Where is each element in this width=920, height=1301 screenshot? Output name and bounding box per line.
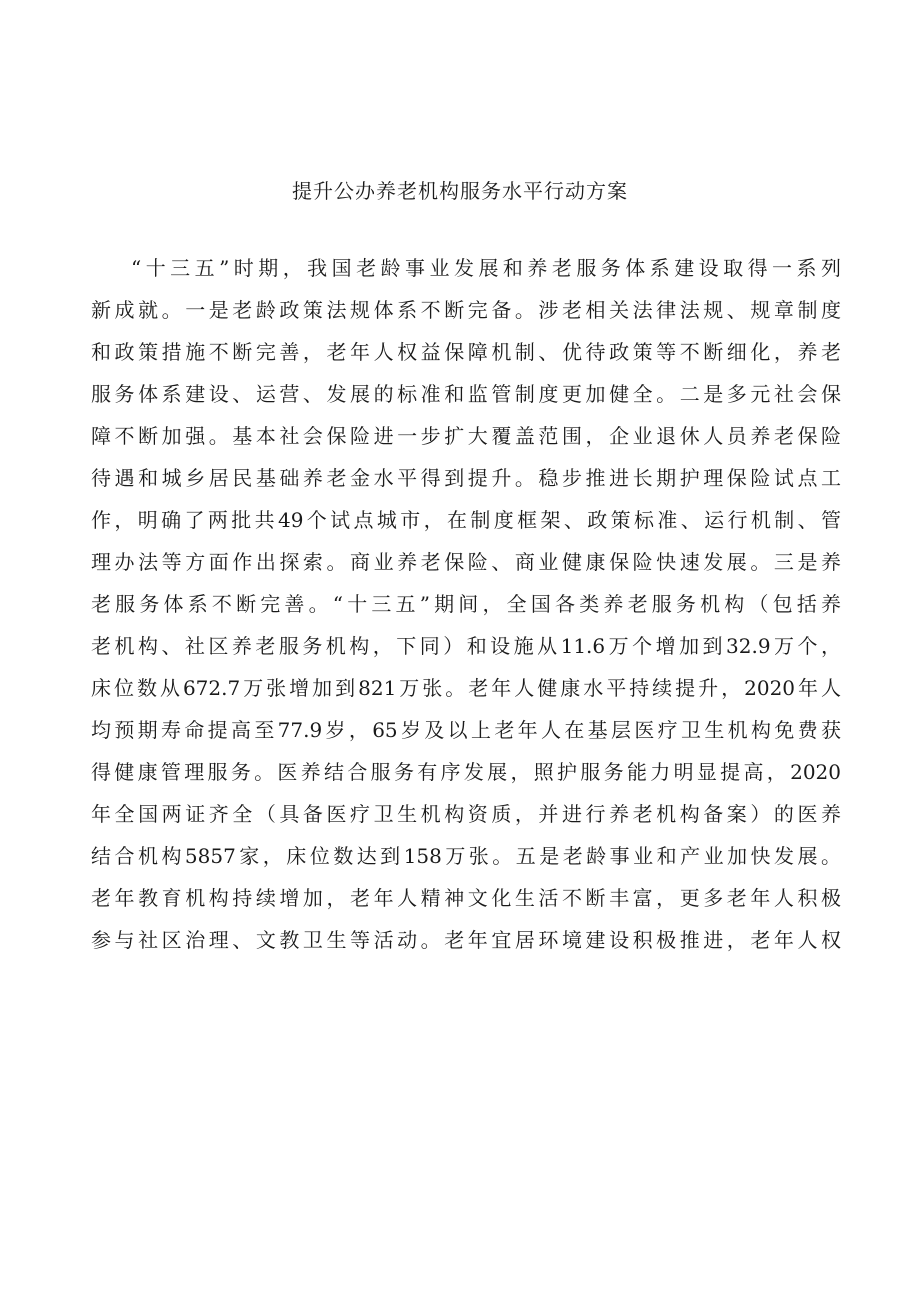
paragraph-line: 老年教育机构持续增加，老年人精神文化生活不断丰富，更多老年人积极 — [91, 886, 841, 910]
paragraph-line: 理办法等方面作出探索。商业养老保险、商业健康保险快速发展。三是养 — [91, 550, 841, 574]
paragraph-line: 年全国两证齐全（具备医疗卫生机构资质，并进行养老机构备案）的医养 — [91, 802, 841, 826]
paragraph-line: “十三五”时期，我国老龄事业发展和养老服务体系建设取得一系列 — [131, 256, 841, 280]
paragraph-line: 均预期寿命提高至77.9岁，65岁及以上老年人在基层医疗卫生机构免费获 — [91, 718, 841, 742]
paragraph-line: 床位数从672.7万张增加到821万张。老年人健康水平持续提升，2020年人 — [91, 676, 841, 700]
paragraph-line: 待遇和城乡居民基础养老金水平得到提升。稳步推进长期护理保险试点工 — [91, 466, 841, 490]
paragraph-line: 作，明确了两批共49个试点城市，在制度框架、政策标准、运行机制、管 — [91, 508, 841, 532]
paragraph-line: 老服务体系不断完善。“十三五”期间，全国各类养老服务机构（包括养 — [91, 592, 841, 616]
paragraph-line: 障不断加强。基本社会保险进一步扩大覆盖范围，企业退休人员养老保险 — [91, 424, 841, 448]
paragraph-line: 参与社区治理、文教卫生等活动。老年宜居环境建设积极推进，老年人权 — [91, 928, 841, 952]
paragraph-line: 老机构、社区养老服务机构，下同）和设施从11.6万个增加到32.9万个， — [91, 634, 841, 658]
paragraph-line: 新成就。一是老龄政策法规体系不断完备。涉老相关法律法规、规章制度 — [91, 298, 841, 322]
paragraph-line: 结合机构5857家，床位数达到158万张。五是老龄事业和产业加快发展。 — [91, 844, 841, 868]
document-body — [91, 247, 841, 961]
paragraph-line: 服务体系建设、运营、发展的标准和监管制度更加健全。二是多元社会保 — [91, 382, 841, 406]
paragraph-line: 得健康管理服务。医养结合服务有序发展，照护服务能力明显提高，2020 — [91, 760, 841, 784]
paragraph-line: 和政策措施不断完善，老年人权益保障机制、优待政策等不断细化，养老 — [91, 340, 841, 364]
document-title: 提升公办养老机构服务水平行动方案 — [292, 179, 628, 203]
